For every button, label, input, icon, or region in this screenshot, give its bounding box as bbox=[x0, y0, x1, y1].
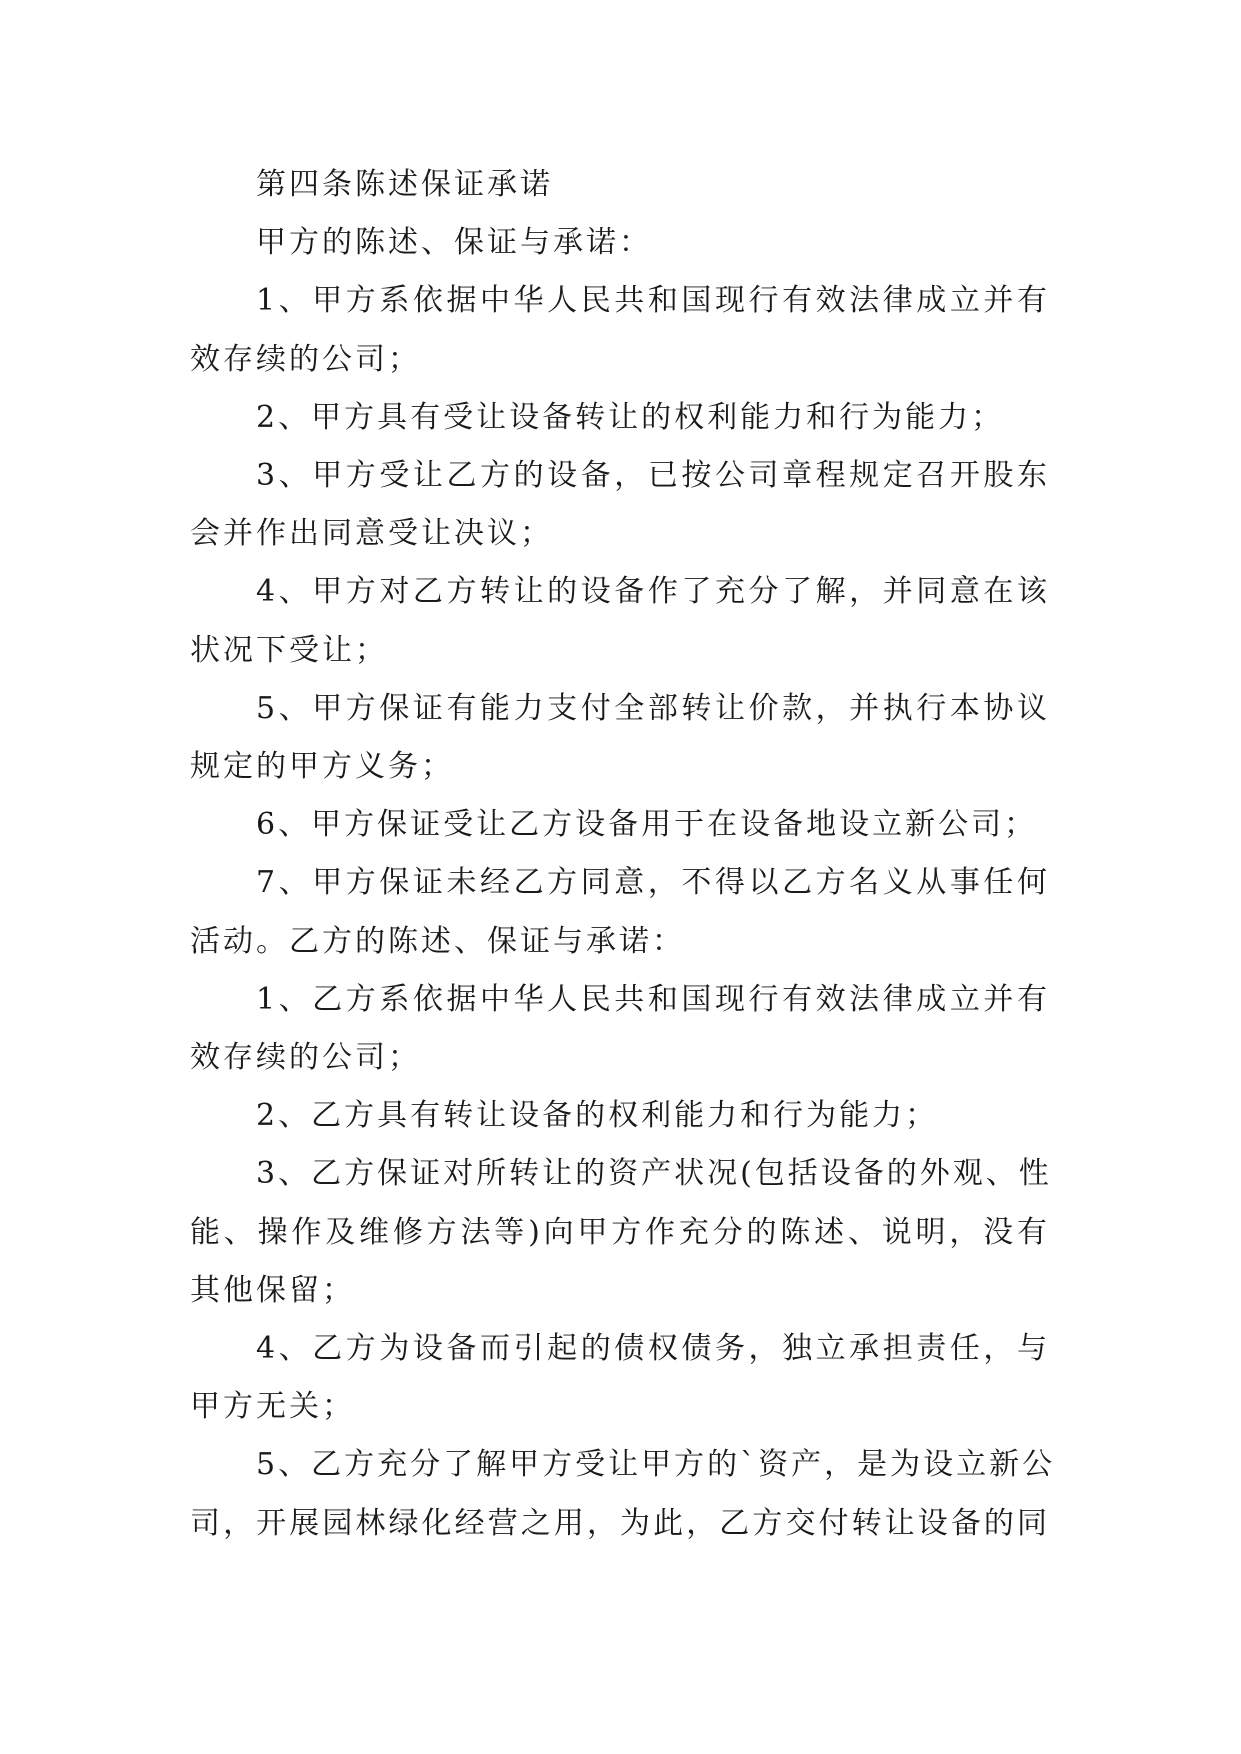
document-body bbox=[190, 156, 1056, 1553]
body-line: 5、乙方充分了解甲方受让甲方的`资产，是为设立新公 bbox=[256, 1447, 1056, 1483]
body-line: 1、甲方系依据中华人民共和国现行有效法律成立并有 bbox=[256, 283, 1050, 319]
body-line: 能、操作及维修方法等)向甲方作充分的陈述、说明，没有 bbox=[190, 1214, 1050, 1250]
body-line: 规定的甲方义务； bbox=[190, 749, 454, 785]
body-line: 7、甲方保证未经乙方同意，不得以乙方名义从事任何 bbox=[256, 865, 1050, 901]
body-line: 活动。乙方的陈述、保证与承诺： bbox=[190, 923, 685, 959]
body-line: 司，开展园林绿化经营之用，为此，乙方交付转让设备的同 bbox=[190, 1505, 1050, 1541]
body-line: 其他保留； bbox=[190, 1272, 355, 1308]
body-line: 会并作出同意受让决议； bbox=[190, 516, 553, 552]
body-line: 效存续的公司； bbox=[190, 341, 421, 377]
body-line: 4、甲方对乙方转让的设备作了充分了解，并同意在该 bbox=[256, 574, 1050, 610]
body-line: 状况下受让； bbox=[190, 632, 388, 668]
body-line: 2、乙方具有转让设备的权利能力和行为能力； bbox=[256, 1098, 939, 1134]
body-line: 4、乙方为设备而引起的债权债务，独立承担责任，与 bbox=[256, 1331, 1050, 1367]
body-line: 6、甲方保证受让乙方设备用于在设备地设立新公司； bbox=[256, 807, 1038, 843]
body-line: 甲方无关； bbox=[190, 1389, 355, 1425]
body-line: 3、乙方保证对所转让的资产状况(包括设备的外观、性 bbox=[256, 1156, 1052, 1192]
body-line: 3、甲方受让乙方的设备，已按公司章程规定召开股东 bbox=[256, 458, 1050, 494]
party-a-statements-heading: 甲方的陈述、保证与承诺： bbox=[256, 225, 652, 261]
body-line: 效存续的公司； bbox=[190, 1040, 421, 1076]
body-line: 2、甲方具有受让设备转让的权利能力和行为能力； bbox=[256, 399, 1005, 435]
body-line: 5、甲方保证有能力支付全部转让价款，并执行本协议 bbox=[256, 690, 1050, 726]
section-heading: 第四条陈述保证承诺 bbox=[256, 167, 553, 202]
body-line: 1、乙方系依据中华人民共和国现行有效法律成立并有 bbox=[256, 981, 1050, 1017]
